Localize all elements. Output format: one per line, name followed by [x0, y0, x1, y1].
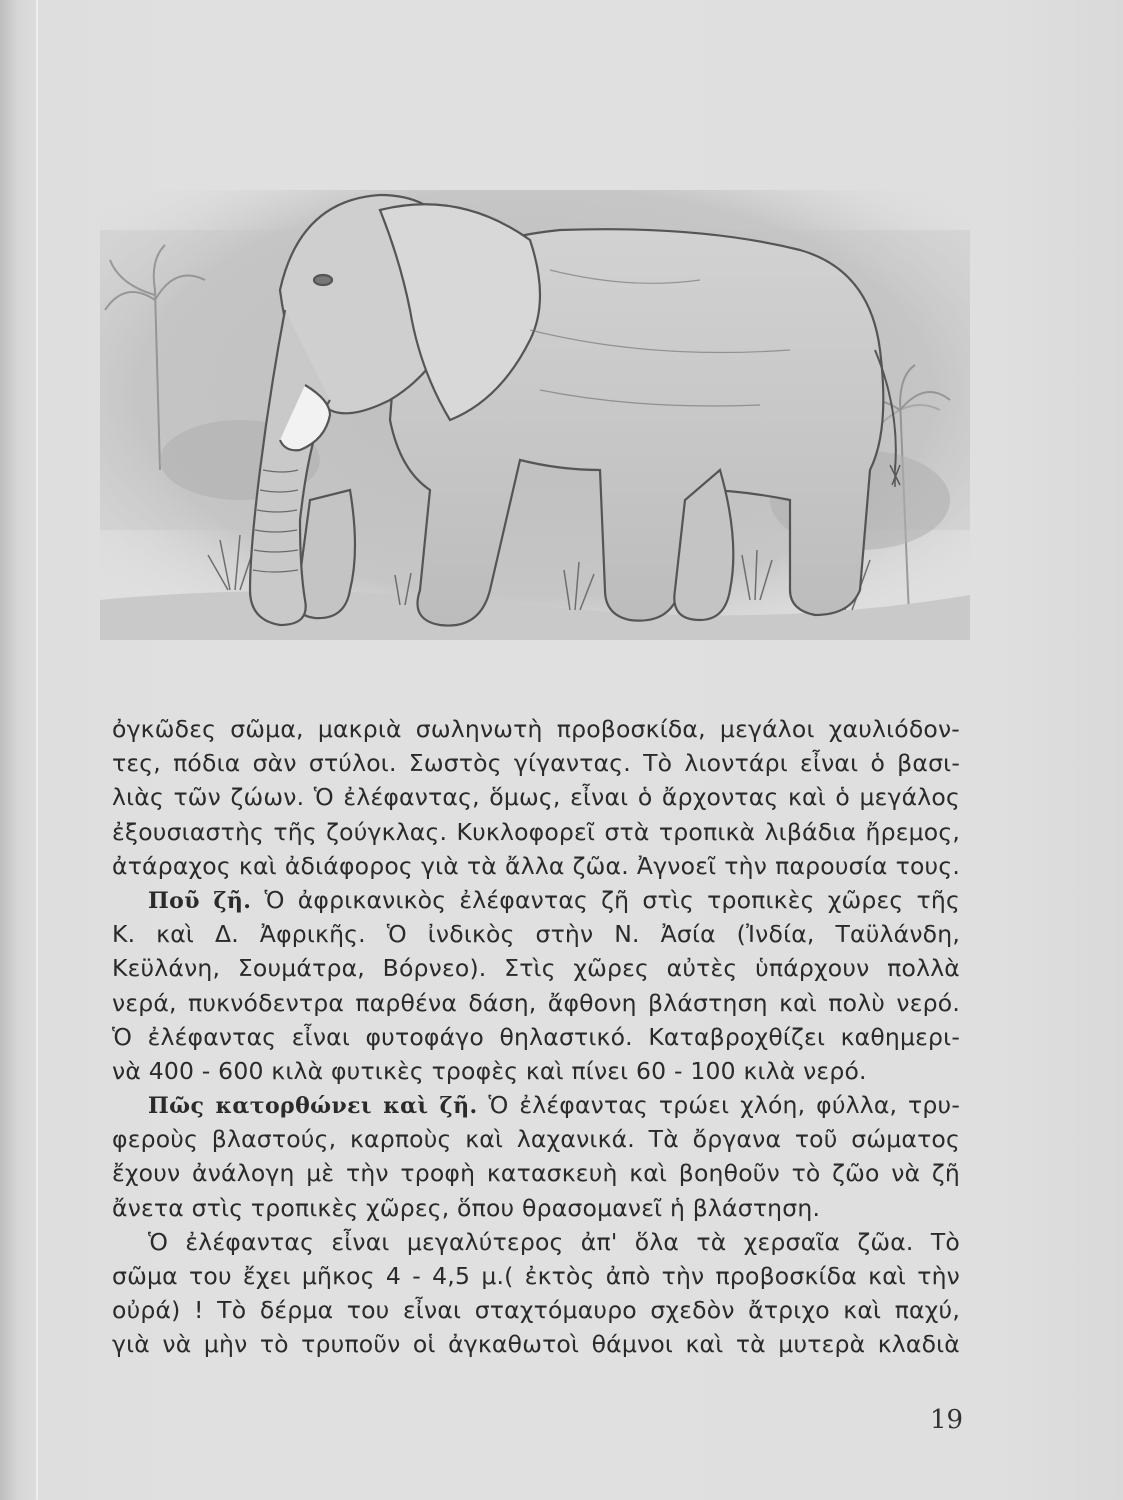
book-gutter — [36, 0, 38, 1500]
text-line: τες, πόδια σὰν στύλοι. Σωστὸς γίγαντας. Τὸ λιοντάρι εἶναι ὁ βασι- — [112, 749, 960, 778]
text-line: σῶμα του ἔχει μῆκος 4 - 4,5 μ.( ἐκτὸς ἀπὸ τὴν προβοσκίδα καὶ τὴν — [112, 1262, 960, 1290]
text-run: Ὁ ἐλέφαντας τρώει χλόη, φύλλα, τρυ- — [488, 1091, 960, 1120]
paragraph-where-it-lives — [112, 883, 960, 917]
text-line: Ὁ ἐλέφαντας εἶναι μεγαλύτερος ἀπ' ὅλα τὰ χερσαῖα ζῶα. Τὸ — [148, 1227, 960, 1256]
text-line: φεροὺς βλαστούς, καρποὺς καὶ λαχανικά. Τὰ ὄργανα τοῦ σώματος — [112, 1125, 960, 1154]
text-line: λιὰς τῶν ζώων. Ὁ ἐλέφαντας, ὅμως, εἶναι ὁ ἄρχοντας καὶ ὁ μεγάλος — [112, 783, 960, 812]
body-text — [112, 712, 960, 1362]
text-run: Ὁ ἀφρικανικὸς ἐλέφαντας ζῆ στὶς τροπικὲς χῶρες τῆς — [264, 885, 960, 914]
text-line: νερά, πυκνόδεντρα παρθένα δάση, ἄφθονη βλάστηση καὶ πολὺ νερό. — [112, 988, 960, 1017]
text-line: ὀγκῶδες σῶμα, μακριὰ σωληνωτὴ προβοσκίδα, μεγάλοι χαυλιόδον- — [112, 715, 960, 743]
paragraph-how-it-survives — [112, 1088, 960, 1122]
text-line: Κ. καὶ Δ. Ἀφρικῆς. Ὁ ἰνδικὸς στὴν Ν. Ἀσία (Ἰνδία, Ταϋλάνδη, — [112, 920, 960, 949]
text-line: ἄνετα στὶς τροπικὲς χῶρες, ὅπου θρασομανεῖ ἡ βλάστηση. — [112, 1193, 821, 1222]
text-line: Ὁ ἐλέφαντας εἶναι φυτοφάγο θηλαστικό. Καταβροχθίζει καθημερι- — [112, 1022, 960, 1051]
section-heading-how: Πῶς κατορθώνει καὶ ζῆ. — [148, 1093, 478, 1120]
text-line: οὐρά) ! Τὸ δέρμα του εἶναι σταχτόμαυρο σχεδὸν ἄτριχο καὶ παχύ, — [112, 1296, 960, 1325]
text-line: ἔχουν ἀνάλογη μὲ τὴν τροφὴ κατασκευὴ καὶ βοηθοῦν τὸ ζῶο νὰ ζῆ — [112, 1159, 960, 1188]
text-line: ἐξουσιαστὴς τῆς ζούγκλας. Κυκλοφορεῖ στὰ τροπικὰ λιβάδια ἤρεμος, — [112, 817, 960, 846]
text-line: ἀτάραχος καὶ ἀδιάφορος γιὰ τὰ ἄλλα ζῶα. Ἀγνοεῖ τὴν παρουσία τους. — [112, 851, 960, 880]
elephant-illustration — [100, 170, 970, 670]
text-line: νὰ 400 - 600 κιλὰ φυτικὲς τροφὲς καὶ πίνει 60 - 100 κιλὰ νερό. — [112, 1056, 867, 1085]
text-line: γιὰ νὰ μὴν τὸ τρυποῦν οἱ ἀγκαθωτοὶ θάμνοι καὶ τὰ μυτερὰ κλαδιὰ — [112, 1330, 960, 1359]
section-heading-where: Ποῦ ζῆ. — [148, 887, 252, 914]
text-line: Κεϋλάνη, Σουμάτρα, Βόρνεο). Στὶς χῶρες αὐτὲς ὑπάρχουν πολλὰ — [112, 954, 960, 983]
page-number: 19 — [930, 1405, 964, 1435]
